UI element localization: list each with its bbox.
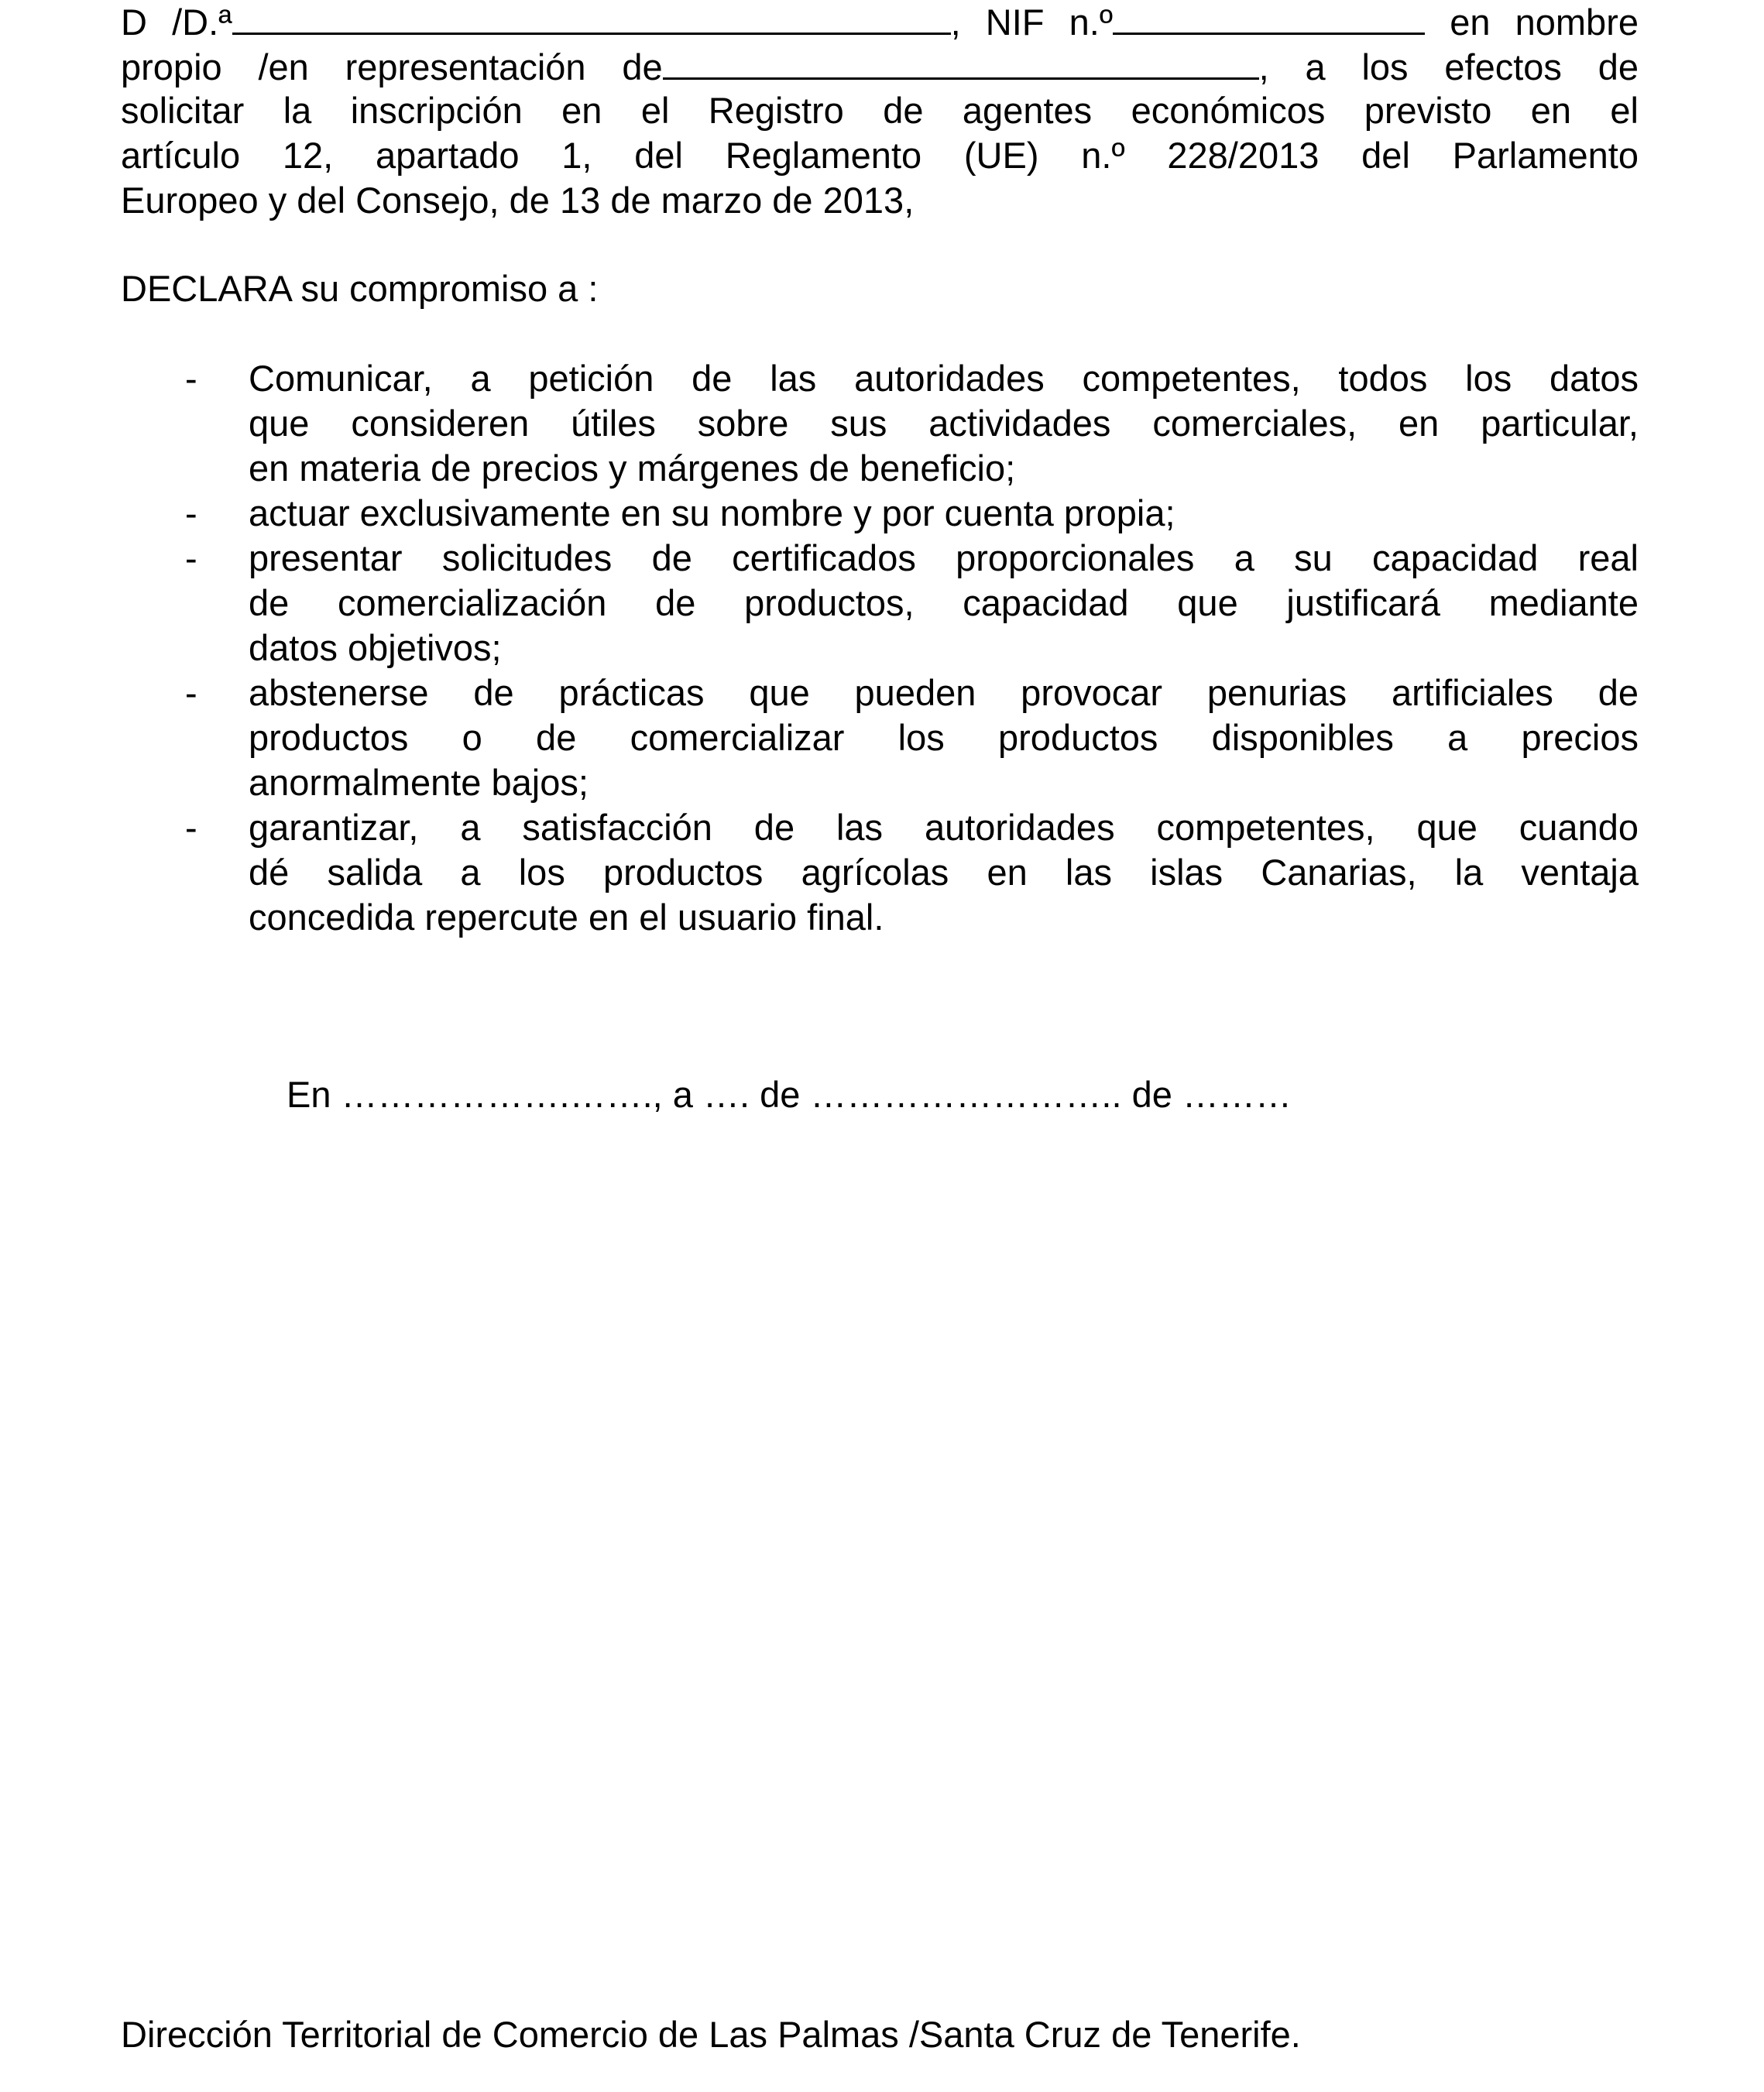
list-item-line: presentar solicitudes de certificados proporcionales a su capacidad real [249,537,1639,578]
list-item-line: que consideren útiles sobre sus actividades comerciales, en particular, [249,403,1639,444]
list-item-line: anormalmente bajos; [249,762,589,803]
list-item [121,805,1639,940]
list-item [121,491,1639,536]
nif-label: , NIF n.º [950,2,1114,43]
place-date-line[interactable]: En ……………….……., a …. de …………………….. de ……… [287,1074,1292,1115]
intro-line-3: solicitar la inscripción en el Registro de agentes económicos previsto en el [121,90,1639,131]
list-item-line: datos objetivos; [249,627,502,668]
list-item-line: concedida repercute en el usuario final. [249,897,884,938]
list-item-line: actuar exclusivamente en su nombre y por cuenta propia; [249,492,1175,533]
en-nombre-text: en nombre [1425,2,1639,43]
list-item-line: dé salida a los productos agrícolas en las islas Canarias, la ventaja [249,852,1639,893]
list-item [121,670,1639,805]
footer-addressee: Dirección Territorial de Comercio de Las Palmas /Santa Cruz de Tenerife. [121,2014,1301,2055]
name-field[interactable] [232,0,951,35]
intro-line-1 [121,0,1639,43]
list-item-line: Comunicar, a petición de las autoridades competentes, todos los datos [249,358,1639,399]
intro-line-2 [121,43,1639,88]
bullet-dash: - [185,358,197,399]
intro-paragraph [121,0,1639,223]
list-item-line: garantizar, a satisfacción de las autoridades competentes, que cuando [249,807,1639,848]
commitments-list [121,356,1639,940]
representation-label: propio /en representación de [121,46,663,87]
declara-heading: DECLARA su compromiso a : [121,268,599,309]
intro-line-4: artículo 12, apartado 1, del Reglamento (UE) n.º 228/2013 del Parlamento [121,135,1639,176]
list-item-line: en materia de precios y márgenes de beneficio; [249,448,1016,489]
bullet-dash: - [185,807,197,848]
list-item [121,356,1639,491]
nif-field[interactable] [1113,0,1425,35]
bullet-dash: - [185,672,197,713]
bullet-dash: - [185,492,197,533]
name-label: D /D.ª [121,2,232,43]
list-item [121,536,1639,670]
bullet-dash: - [185,537,197,578]
list-item-line: productos o de comercializar los productos disponibles a precios [249,717,1639,758]
efectos-text: , a los efectos de [1258,46,1639,87]
list-item-line: de comercialización de productos, capacidad que justificará mediante [249,582,1639,623]
intro-line-5: Europeo y del Consejo, de 13 de marzo de 2013, [121,180,915,221]
representation-field[interactable] [663,43,1259,80]
list-item-line: abstenerse de prácticas que pueden provocar penurias artificiales de [249,672,1639,713]
